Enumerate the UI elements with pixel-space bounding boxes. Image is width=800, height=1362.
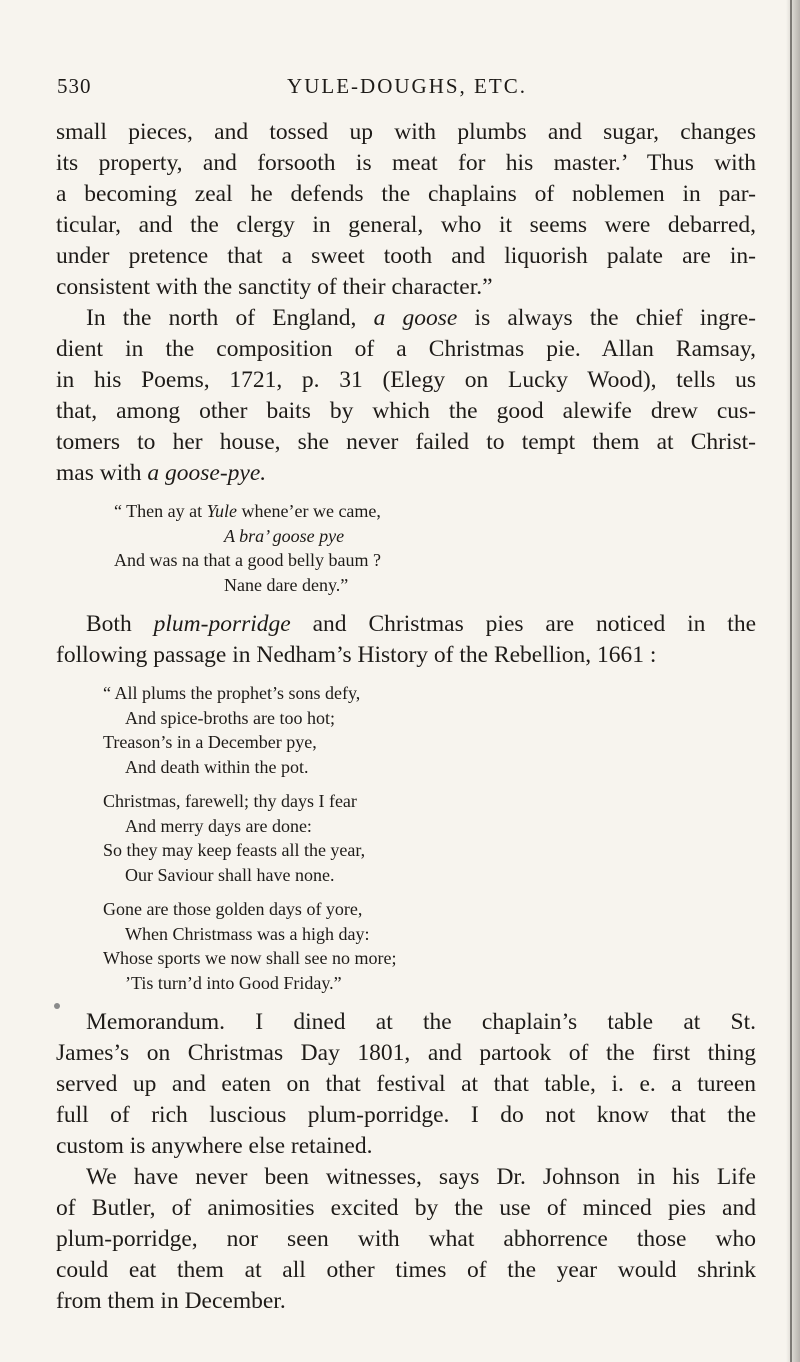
text-line: ticular, and the clergy in general, who it seems were debarred, bbox=[56, 212, 756, 238]
stanza bbox=[103, 789, 756, 887]
verse-line: And death within the pot. bbox=[125, 756, 309, 777]
verse-line: Christmas, farewell; thy days I fear bbox=[103, 791, 357, 811]
verse-line: Whose sports we now shall see no more; bbox=[103, 948, 397, 968]
verse-line: Treason’s in a December pye, bbox=[103, 732, 317, 752]
body-text bbox=[56, 117, 756, 1317]
text-line: a becoming zeal he defends the chaplains of noblemen in par- bbox=[56, 181, 756, 207]
italic-run: a goose bbox=[373, 305, 458, 331]
verse-line: And was na that a good belly baum ? bbox=[114, 550, 381, 570]
verse-line: And spice-broths are too hot; bbox=[125, 707, 335, 728]
text-line: tomers to her house, she never failed to tempt them at Christ- bbox=[56, 429, 756, 455]
page-edge-shadow bbox=[786, 0, 800, 1362]
page-number: 530 bbox=[57, 74, 92, 98]
text-line: under pretence that a sweet tooth and liquorish palate are in- bbox=[56, 243, 756, 269]
paragraph-2 bbox=[56, 303, 756, 489]
text-line: that, among other baits by which the good alewife drew cus- bbox=[56, 398, 756, 424]
verse-line: “ All plums the prophet’s sons defy, bbox=[103, 683, 361, 703]
text-line: We have never been witnesses, says Dr. Johnson in his Life bbox=[86, 1164, 756, 1190]
verse-line: So they may keep feasts all the year, bbox=[103, 840, 366, 860]
text-line: in his Poems, 1721, p. 31 (Elegy on Lucky Wood), tells us bbox=[56, 367, 756, 393]
text-run: “ Then ay at bbox=[114, 501, 207, 521]
italic-run: plum-porridge bbox=[153, 611, 291, 637]
verse-quote-ramsay bbox=[56, 499, 756, 597]
paragraph-5 bbox=[56, 1162, 756, 1317]
verse-line: Our Saviour shall have none. bbox=[125, 864, 335, 885]
text-line bbox=[56, 609, 756, 640]
verse-line: A bra’ goose pye bbox=[224, 525, 345, 546]
text-line: dient in the composition of a Christmas pie. Allan Ramsay, bbox=[56, 336, 756, 362]
text-line: consistent with the sanctity of their character.” bbox=[56, 274, 493, 300]
text-run: In the north of England, bbox=[86, 305, 374, 331]
text-line: small pieces, and tossed up with plumbs and sugar, changes bbox=[56, 119, 756, 145]
text-line: full of rich luscious plum-porridge. I do not know that the bbox=[56, 1102, 756, 1128]
text-line: custom is anywhere else retained. bbox=[56, 1133, 373, 1159]
text-line: from them in December. bbox=[56, 1288, 286, 1314]
text-run: mas with bbox=[56, 460, 148, 486]
italic-run: Yule bbox=[206, 501, 237, 521]
stanza bbox=[103, 897, 756, 995]
verse-line: Nane dare deny.” bbox=[224, 574, 349, 595]
text-line: Memorandum. I dined at the chaplain’s table at St. bbox=[86, 1009, 756, 1035]
text-line: of Butler, of animosities excited by the use of minced pies and bbox=[56, 1195, 756, 1221]
text-line bbox=[56, 303, 756, 334]
text-line: served up and eaten on that festival at that table, i. e. a tureen bbox=[56, 1071, 756, 1097]
verse-line: Gone are those golden days of yore, bbox=[103, 899, 363, 919]
text-line: following passage in Nedham’s History of the Rebellion, 1661 : bbox=[56, 642, 657, 668]
verse-line: When Christmass was a high day: bbox=[125, 923, 370, 944]
paragraph-4 bbox=[56, 1007, 756, 1162]
verse-quote-nedham bbox=[56, 681, 756, 995]
italic-run: a goose-pye. bbox=[147, 460, 267, 486]
text-run: Both bbox=[86, 611, 154, 637]
text-line: James’s on Christmas Day 1801, and partook of the first thing bbox=[56, 1040, 756, 1066]
ink-spot bbox=[54, 1003, 60, 1009]
verse-line bbox=[114, 499, 756, 524]
verse-line: And merry days are done: bbox=[125, 815, 312, 836]
verse-line: ’Tis turn’d into Good Friday.” bbox=[125, 972, 342, 993]
text-line bbox=[56, 458, 756, 489]
stanza bbox=[103, 681, 756, 779]
paragraph-1 bbox=[56, 117, 756, 303]
text-line: could eat them at all other times of the year would shrink bbox=[56, 1257, 756, 1283]
paragraph-3 bbox=[56, 609, 756, 671]
page-header bbox=[57, 74, 757, 104]
running-head: YULE-DOUGHS, ETC. bbox=[287, 74, 527, 98]
text-line: plum-porridge, nor seen with what abhorrence those who bbox=[56, 1226, 756, 1252]
text-run: whene’er we came, bbox=[237, 501, 381, 521]
text-line: its property, and forsooth is meat for his master.’ Thus with bbox=[56, 150, 756, 176]
text-run: is always the chief ingre- bbox=[457, 305, 757, 331]
text-run: and Christmas pies are noticed in the bbox=[290, 611, 756, 637]
